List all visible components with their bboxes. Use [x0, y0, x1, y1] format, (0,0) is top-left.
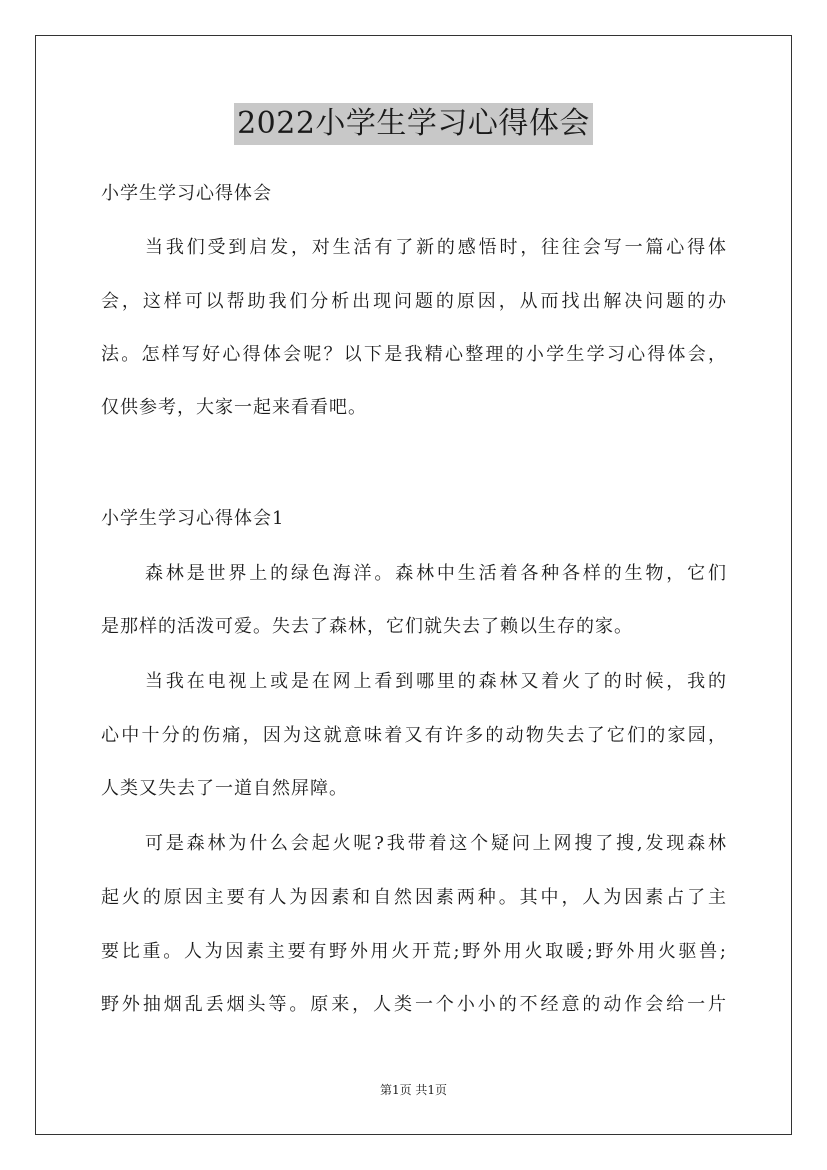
section1-p2-line-2: 心中十分的伤痛，因为这就意味着又有许多的动物失去了它们的家园，	[101, 725, 726, 746]
section1-p3-line-3: 要比重。人为因素主要有野外用火开荒;野外用火取暖;野外用火驱兽;	[101, 941, 726, 962]
section1-p3-line-4: 野外抽烟乱丢烟头等。原来，人类一个小小的不经意的动作会给一片	[101, 994, 726, 1015]
subtitle: 小学生学习心得体会	[101, 183, 272, 204]
intro-line-2: 会，这样可以帮助我们分析出现问题的原因，从而找出解决问题的办	[101, 291, 726, 312]
section1-heading: 小学生学习心得体会1	[101, 508, 285, 529]
intro-line-4: 仅供参考，大家一起来看看吧。	[101, 397, 367, 418]
intro-line-3: 法。怎样写好心得体会呢？以下是我精心整理的小学生学习心得体会，	[101, 344, 726, 365]
title-container	[0, 103, 827, 145]
section1-p3-line-1: 可是森林为什么会起火呢?我带着这个疑问上网搜了搜,发现森林	[145, 833, 726, 854]
section1-p2-line-3: 人类又失去了一道自然屏障。	[101, 778, 348, 799]
section1-p3-line-2: 起火的原因主要有人为因素和自然因素两种。其中，人为因素占了主	[101, 887, 726, 908]
section1-p1-line-1: 森林是世界上的绿色海洋。森林中生活着各种各样的生物，它们	[145, 563, 726, 584]
section1-p2-line-1: 当我在电视上或是在网上看到哪里的森林又着火了的时候，我的	[145, 671, 726, 692]
page-footer: 第1页 共1页	[379, 1083, 448, 1097]
intro-line-1: 当我们受到启发，对生活有了新的感悟时，往往会写一篇心得体	[145, 237, 726, 258]
section1-p1-line-2: 是那样的活泼可爱。失去了森林，它们就失去了赖以生存的家。	[101, 616, 633, 637]
document-title: 2022小学生学习心得体会	[234, 103, 593, 145]
